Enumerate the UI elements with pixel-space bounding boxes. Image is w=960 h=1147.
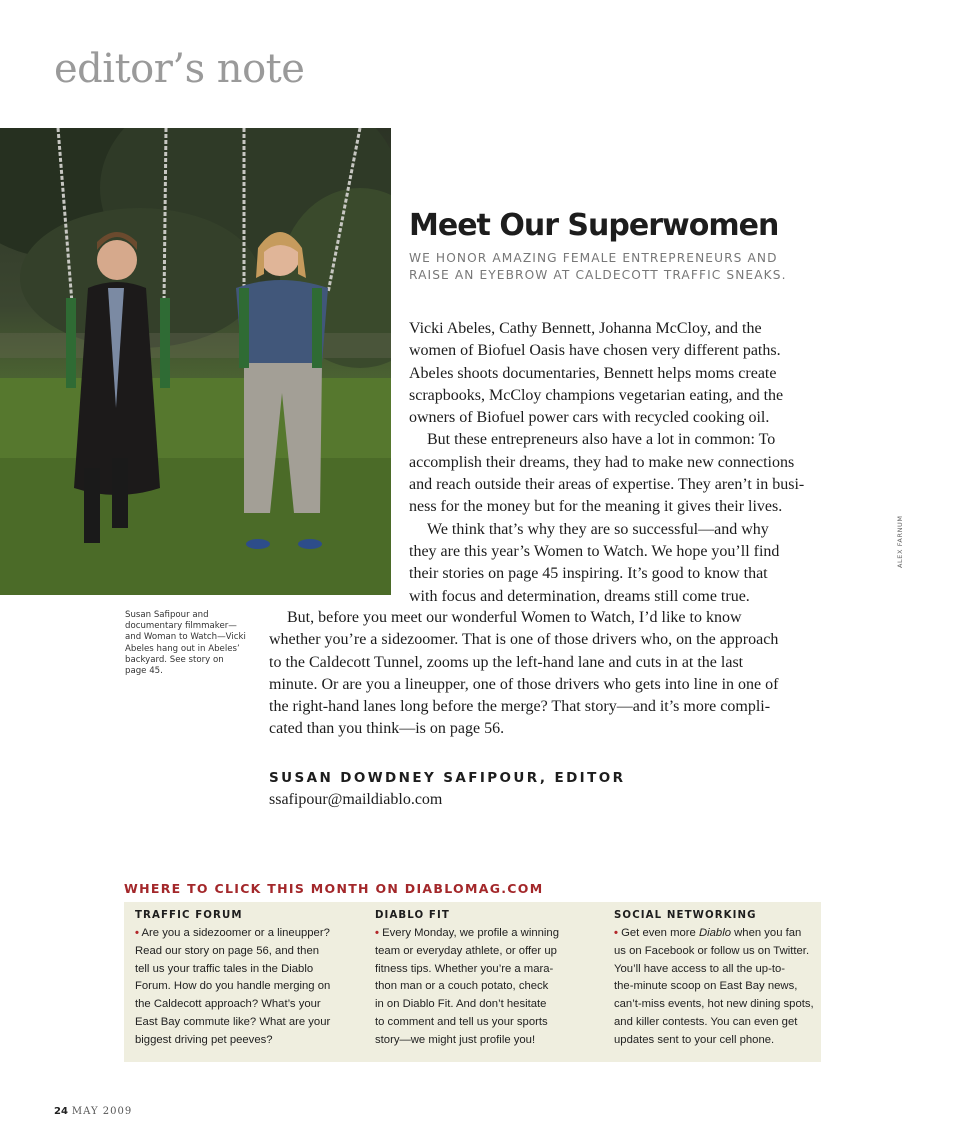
page-number: 24 — [54, 1106, 68, 1117]
promo-column-title: TRAFFIC FORUM — [135, 910, 243, 921]
section-title: editor’s note — [54, 46, 305, 92]
page-folio — [54, 1106, 132, 1117]
editor-signature: SUSAN DOWDNEY SAFIPOUR, EDITOR — [269, 770, 626, 786]
article-body-wide — [269, 607, 829, 741]
body-paragraph: But, before you meet our wonderful Women to Watch, I’d like to know whether you’re a sidezoomer. That is one of those drivers who, on the approach to the Caldecott Tunnel, zooms up the left-hand lane and cuts in at the last minute. Or are you a lineupper, one of those drivers who gets into line in one of the right-hand lanes long before the merge? That story—and it’s more compli- cated than you think—is on page 56. — [269, 609, 779, 738]
promo-social-networking — [614, 910, 819, 1050]
body-paragraph: We think that’s why they are so successful—and why they are this year’s Women to Watch. We hope you’ll find their stories on page 45 inspiring. It’s good to know that with focus and determination, dreams still come true. — [409, 520, 780, 605]
promo-column-text: • Get even more Diablo when you fan us on Facebook or follow us on Twitter. You’ll have access to all the up-to- the-minute scoop on East Bay news, can’t-miss events, hot new dining spots, and killer contests. You can even get updates sent to your cell phone. — [614, 927, 814, 1046]
promo-column-title: SOCIAL NETWORKING — [614, 910, 757, 921]
promo-column-text: • Are you a sidezoomer or a lineupper? Read our story on page 56, and then tell us your traffic tales in the Diablo Forum. How do you handle merging on the Caldecott approach? What’s your East Bay commute like? What are your biggest driving pet peeves? — [135, 927, 331, 1046]
editor-photo — [0, 128, 391, 595]
editor-email-link[interactable]: ssafipour@maildiablo.com — [269, 791, 443, 808]
promo-box — [124, 902, 821, 1062]
body-paragraph: But these entrepreneurs also have a lot in common: To accomplish their dreams, they had to make new connections and reach outside their areas of expertise. They aren’t in busi- ness for the money but for the meaning it gives their lives. — [409, 431, 805, 516]
article-body-column — [409, 318, 829, 608]
article-dek: WE HONOR AMAZING FEMALE ENTREPRENEURS AND RAISE AN EYEBROW AT CALDECOTT TRAFFIC SNEAKS. — [409, 251, 787, 282]
photo-caption: Susan Safipour and documentary filmmaker— and Woman to Watch—Vicki Abeles hang out in Abeles’ backyard. See story on page 45. — [125, 610, 246, 677]
promo-heading: WHERE TO CLICK THIS MONTH ON DIABLOMAG.COM — [124, 881, 544, 896]
bullet-icon: • — [375, 927, 379, 939]
photo-credit: ALEX FARNUM — [896, 515, 904, 568]
bullet-icon: • — [135, 927, 139, 939]
bullet-icon: • — [614, 927, 618, 939]
promo-diablo-fit — [375, 910, 601, 1050]
body-paragraph: Vicki Abeles, Cathy Bennett, Johanna McCloy, and the women of Biofuel Oasis have chosen very different paths. Abeles shoots documentaries, Bennett helps moms create scrapbooks, McCloy champions vegetarian eating, and the owners of Biofuel power cars with recycled cooking oil. — [409, 320, 784, 427]
issue-date: MAY 2009 — [71, 1106, 133, 1117]
photo-illustration — [0, 128, 391, 595]
promo-column-text: • Every Monday, we profile a winning team or everyday athlete, or offer up fitness tips. Whether you’re a mara- thon man or a couch potato, check in on Diablo Fit. And don’t hesitate to comment and tell us your sports story—we might just profile you! — [375, 927, 559, 1046]
article-headline: Meet Our Superwomen — [409, 208, 779, 243]
promo-traffic-forum — [135, 910, 361, 1050]
promo-column-title: DIABLO FIT — [375, 910, 450, 921]
